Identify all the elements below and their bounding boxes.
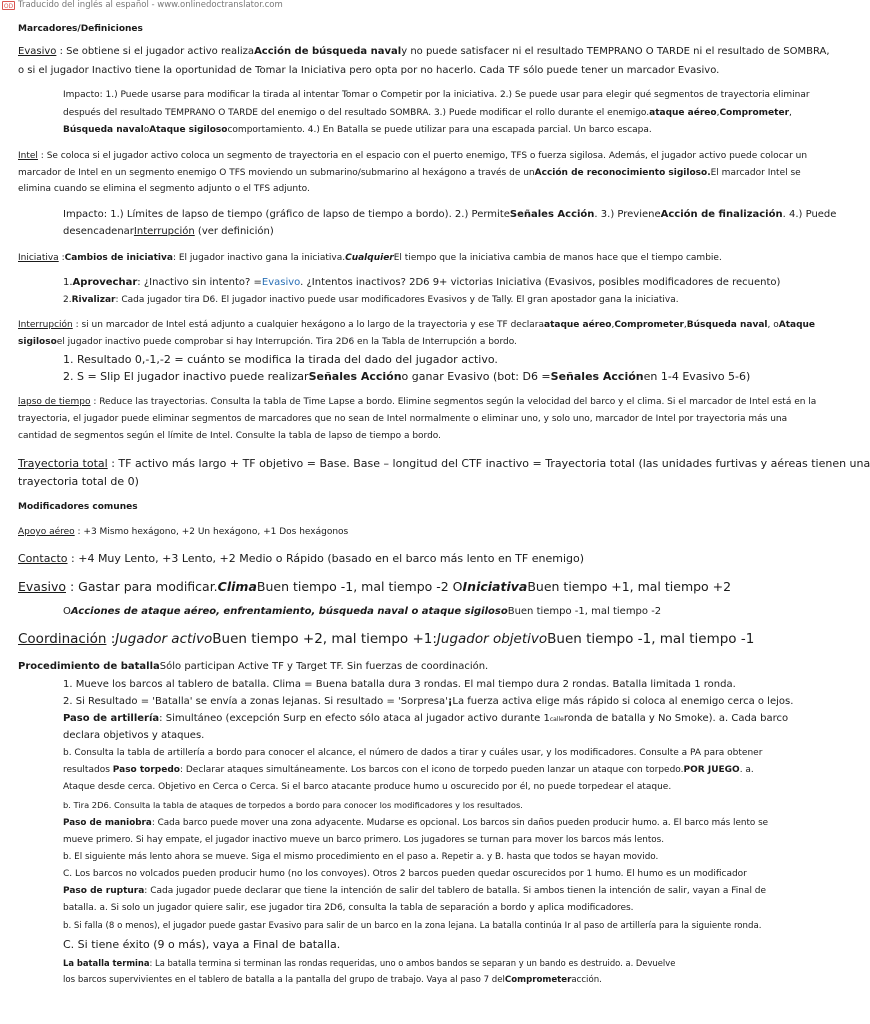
iniciativa-aprovechar: 1.Aprovechar: ¿Inactivo sin intento? =Evasivo. ¿Intentos inactivos? 2D6 9+ victorias Iniciativa (Evasivos, posibles modificadores de recuento) (63, 277, 781, 288)
batalla-ruptura-2: batalla. a. Si solo un jugador quiere salir, ese jugador tira 2D6, consulta la tabla de separación a bordo y aplica modificadores. (63, 903, 634, 913)
def-lapso-line1: lapso de tiempo : Reduce las trayectorias. Consulta la tabla de Time Lapse a bordo. Elimine segmentos según la velocidad del barco y el clima. Si el marcador de Intel está en la (18, 397, 817, 407)
interrupcion-item2: 2. S = Slip El jugador inactivo puede realizarSeñales Accióno ganar Evasivo (bot: D6 =Señales Acciónen 1-4 Evasivo 5-6) (63, 370, 751, 383)
batalla-maniobra-1: Paso de maniobra: Cada barco puede mover una zona adyacente. Mudarse es opcional. Los barcos sin daños pueden producir humo. a. El barco más lento se (63, 818, 769, 828)
term-interrupcion: Interrupción (18, 320, 73, 330)
def-trayectoria-line2: trayectoria total de 0) (18, 475, 139, 488)
batalla-ruptura-b: b. Si falla (8 o menos), el jugador puede gastar Evasivo para salir de un barco en la zona lejana. La batalla continúa Ir al paso de artillería para la siguiente ronda. (63, 921, 762, 931)
term-trayectoria: Trayectoria total (18, 457, 108, 470)
batalla-maniobra-2: mueve primero. Si hay empate, el jugador inactivo mueve un barco primero. Los jugadores se turnan para mover los barcos más lentos. (63, 835, 665, 845)
term-iniciativa: Iniciativa (18, 253, 59, 263)
def-lapso-line2: trayectoria, el jugador puede eliminar segmentos de marcadores que no sean de Intel normalmente o eliminar uno, y solo uno, marcador de Intel por trayectoria más una (18, 414, 788, 424)
evasivo-impact-line3: Búsqueda navaloAtaque sigilosocomportamiento. 4.) En Batalla se puede utilizar para una escapada parcial. Un barco escapa. (63, 125, 652, 135)
term-evasivo: Evasivo (18, 46, 57, 57)
batalla-artilleria-b: b. Consulta la tabla de artillería a bordo para conocer el alcance, el número de dados a tirar y cuáles usar, y los modificadores. Consulte a PA para obtener (63, 748, 763, 758)
def-lapso-line3: cantidad de segmentos según el límite de Intel. Consulte la tabla de lapso de tiempo a bordo. (18, 431, 442, 441)
mod-apoyo-aereo: Apoyo aéreo : +3 Mismo hexágono, +2 Un hexágono, +1 Dos hexágonos (18, 527, 349, 537)
def-iniciativa: Iniciativa :Cambios de iniciativa: El jugador inactivo gana la iniciativa.CualquierEl tiempo que la iniciativa cambia de manos hace que el tiempo cambie. (18, 253, 722, 263)
batalla-maniobra-c: C. Los barcos no volcados pueden producir humo (no los convoyes). Otros 2 barcos pueden quedar oscurecidos por 1 humo. El humo es un modificador (63, 869, 747, 879)
def-evasivo-line1: Evasivo : Se obtiene si el jugador activo realizaAcción de búsqueda navaly no puede satisfacer ni el resultado TEMPRANO O TARDE ni el resultado de SOMBRA, (18, 46, 830, 57)
batalla-artilleria-2: declara objetivos y ataques. (63, 730, 205, 741)
def-trayectoria-line1: Trayectoria total : TF activo más largo + TF objetivo = Base. Base – longitud del CTF inactivo = Trayectoria total (las unidades furtivas y aéreas tienen una (18, 457, 870, 470)
batalla-step1: 1. Mueve los barcos al tablero de batalla. Clima = Buena batalla dura 3 rondas. El mal tiempo dura 2 rondas. Batalla limitada 1 ronda. (63, 679, 736, 690)
batalla-ruptura-1: Paso de ruptura: Cada jugador puede declarar que tiene la intención de salir del tablero de batalla. Si ambos tienen la intención de salir, vayan a Final de (63, 886, 767, 896)
translator-logo-icon: OD (3, 3, 14, 10)
heading-modificadores: Modificadores comunes (18, 502, 138, 512)
evasivo-impact-line1: Impacto: 1.) Puede usarse para modificar la tirada al intentar Tomar o Competir por la iniciativa. 2.) Se puede usar para elegir qué segmentos de trayectoria eliminar (63, 90, 810, 100)
mod-evasivo-acciones: OAcciones de ataque aéreo, enfrentamiento, búsqueda naval o ataque sigilosoBuen tiempo -1, mal tiempo -2 (63, 606, 662, 617)
intel-impact-line1: Impacto: 1.) Límites de lapso de tiempo (gráfico de lapso de tiempo a bordo). 2.) PermiteSeñales Acción. 3.) PrevieneAcción de finalización. 4.) Puede (63, 209, 837, 220)
batalla-heading: Procedimiento de batallaSólo participan Active TF y Target TF. Sin fuerzas de coordinación. (18, 661, 489, 672)
def-interrupcion-line1: Interrupción : si un marcador de Intel está adjunto a cualquier hexágono a lo largo de la trayectoria y ese TF declaraataque aéreo,Comprometer,Búsqueda naval, oAtaque (18, 320, 816, 330)
batalla-termina-1: La batalla termina: La batalla termina si terminan las rondas requeridas, uno o ambos bandos se separan y un bando es destruido. a. Devuelve (63, 958, 676, 968)
batalla-termina-2: los barcos supervivientes en el tablero de batalla a la pantalla del grupo de trabajo. Vaya al paso 7 delComprometeracción. (63, 975, 602, 985)
mod-contacto: Contacto : +4 Muy Lento, +3 Lento, +2 Medio o Rápido (basado en el barco más lento en TF enemigo) (18, 552, 585, 565)
heading-marcadores: Marcadores/Definiciones (18, 24, 143, 34)
batalla-step2: 2. Si Resultado = 'Batalla' se envía a zonas lejanas. Si resultado = 'Sorpresa'¡La fuerza activa elige más rápido si coloca al enemigo cerca o lejos. (63, 696, 794, 707)
evasivo-impact-line2: después del resultado TEMPRANO O TARDE del enemigo o del resultado SOMBRA. 3.) Puede modificar el rollo durante el enemigo.ataque aéreo,Comprometer, (63, 108, 792, 118)
iniciativa-rivalizar: 2.Rivalizar: Cada jugador tira D6. El jugador inactivo puede usar modificadores Evasivos y de Tally. El gran apostador gana la iniciativa. (63, 295, 679, 305)
def-intel-line2: marcador de Intel en un segmento enemigo O TFS moviendo un submarino/submarino al hexágono a través de unAcción de reconocimiento sigiloso.El marcador Intel se (18, 168, 801, 178)
mod-evasivo: Evasivo : Gastar para modificar.ClimaBuen tiempo -1, mal tiempo -2 OIniciativaBuen tiempo +1, mal tiempo +2 (18, 579, 732, 594)
term-intel: Intel (18, 151, 38, 161)
intel-impact-line2: desencadenarInterrupción (ver definición) (63, 226, 274, 237)
def-intel-line3: elimina cuando se elimina el segmento adjunto o el TFS adjunto. (18, 184, 310, 194)
def-interrupcion-line2: sigilosoel jugador inactivo puede comprobar si hay Interrupción. Tira 2D6 en la Tabla de Interrupción a bordo. (18, 337, 517, 347)
translator-banner-text[interactable]: Traducido del inglés al español - www.onlinedoctranslator.com (18, 0, 283, 10)
term-lapso: lapso de tiempo (18, 397, 91, 407)
translator-banner (0, 0, 768, 14)
batalla-torpedo-2: Ataque desde cerca. Objetivo en Cerca o Cerca. Si el barco atacante produce humo u oscurecido por él, no puede torpedear el ataque. (63, 782, 672, 792)
interrupcion-item1: 1. Resultado 0,-1,-2 = cuánto se modifica la tirada del dado del jugador activo. (63, 353, 498, 366)
batalla-torpedo-b: b. Tira 2D6. Consulta la tabla de ataques de torpedos a bordo para conocer los modificadores y los resultados. (63, 800, 523, 810)
batalla-ruptura-c: C. Si tiene éxito (9 o más), vaya a Final de batalla. (63, 938, 341, 951)
def-intel-line1: Intel : Se coloca si el jugador activo coloca un segmento de trayectoria en el espacio con el puerto enemigo, TFS o fuerza sigilosa. Además, el jugador activo puede colocar un (18, 151, 808, 161)
mod-coordinacion: Coordinación :Jugador activoBuen tiempo +2, mal tiempo +1:Jugador objetivoBuen tiempo -1, mal tiempo -1 (18, 631, 755, 647)
def-evasivo-line2: o si el jugador Inactivo tiene la oportunidad de Tomar la Iniciativa pero opta por no hacerlo. Cada TF sólo puede tener un marcador Evasivo. (18, 65, 720, 76)
batalla-artilleria-1: Paso de artillería: Simultáneo (excepción Surp en efecto sólo ataca al jugador activo durante 1calleronda de batalla y No Smoke). a. Cada barco (63, 713, 789, 724)
batalla-torpedo-1: resultados Paso torpedo: Declarar ataques simultáneamente. Los barcos con el icono de torpedo pueden lanzar un ataque con torpedo.POR JUEGO. a. (63, 765, 754, 775)
batalla-maniobra-b: b. El siguiente más lento ahora se mueve. Siga el mismo procedimiento en el paso a. Repetir a. y B. hasta que todos se hayan movido. (63, 852, 659, 862)
